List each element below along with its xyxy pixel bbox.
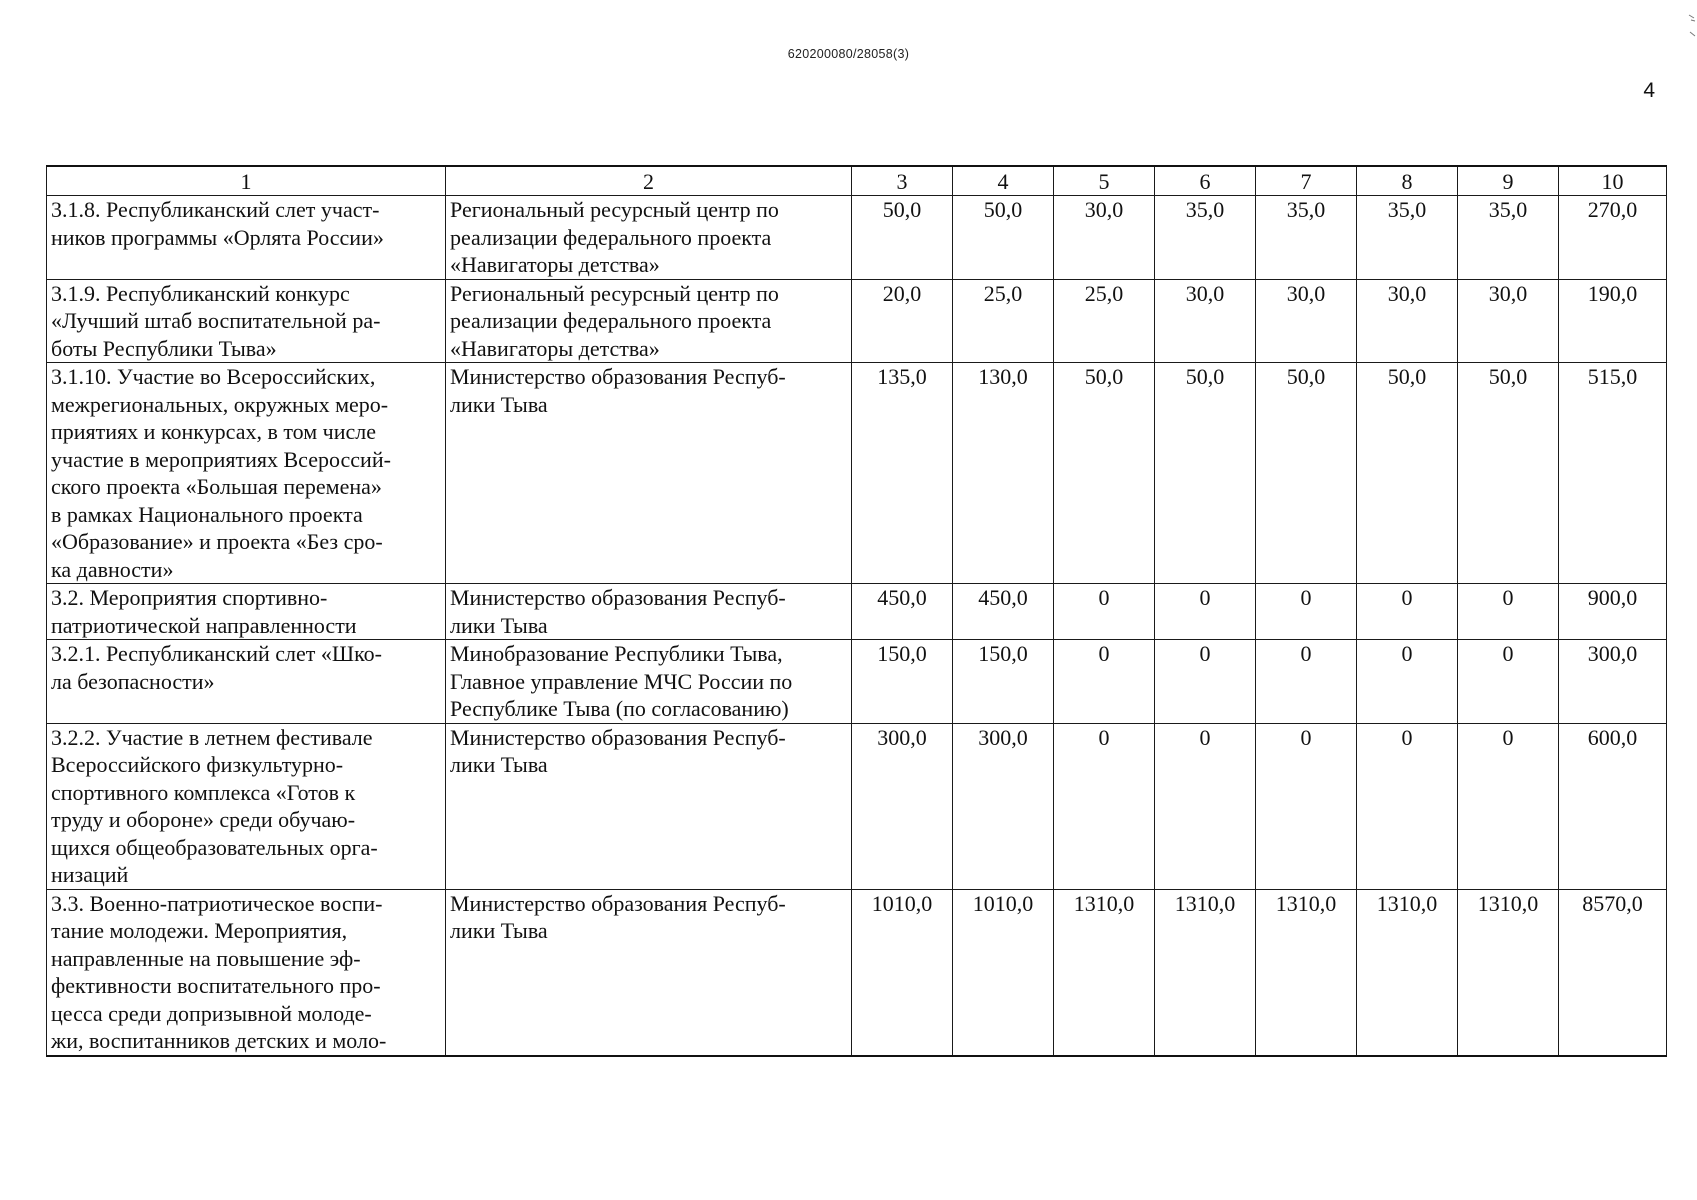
table-body [47,196,1667,1056]
document-id: 620200080/28058(3) [787,47,910,61]
year-value-cell: 35,0 [1357,196,1458,280]
column-number-header: 6 [1155,166,1256,196]
year-value-cell: 25,0 [953,279,1054,363]
year-value-cell: 35,0 [1256,196,1357,280]
year-value-cell: 150,0 [852,640,953,724]
event-name-cell: 3.1.8. Республиканский слет участ- ников программы «Орлята России» [47,196,446,280]
year-value-cell: 300,0 [953,723,1054,889]
year-value-cell: 50,0 [953,196,1054,280]
year-value-cell: 130,0 [953,363,1054,584]
total-value-cell: 900,0 [1559,584,1667,640]
event-name-cell: 3.2. Мероприятия спортивно- патриотической направленности [47,584,446,640]
year-value-cell: 0 [1458,640,1559,724]
executor-cell: Региональный ресурсный центр по реализации федерального проекта «Навигаторы детства» [446,196,852,280]
year-value-cell: 450,0 [852,584,953,640]
total-value-cell: 8570,0 [1559,889,1667,1056]
year-value-cell: 0 [1155,584,1256,640]
year-value-cell: 50,0 [1357,363,1458,584]
table-row [47,640,1667,724]
year-value-cell: 50,0 [1458,363,1559,584]
year-value-cell: 0 [1054,640,1155,724]
year-value-cell: 1310,0 [1256,889,1357,1056]
total-value-cell: 270,0 [1559,196,1667,280]
year-value-cell: 0 [1357,584,1458,640]
executor-cell: Министерство образования Респуб- лики Тыва [446,363,852,584]
year-value-cell: 0 [1458,723,1559,889]
event-name-cell: 3.2.1. Республиканский слет «Шко- ла безопасности» [47,640,446,724]
year-value-cell: 0 [1054,723,1155,889]
year-value-cell: 0 [1054,584,1155,640]
year-value-cell: 35,0 [1458,196,1559,280]
year-value-cell: 0 [1155,640,1256,724]
event-name-cell: 3.1.10. Участие во Всероссийских, межрегиональных, окружных меро- приятиях и конкурсах, в том числе участие в мероприятиях Всероссий- ского проекта «Большая перемена» в рамках Национального проекта «Образование» и проекта «Без сро- ка давности» [47,363,446,584]
year-value-cell: 300,0 [852,723,953,889]
table-row [47,196,1667,280]
event-name-cell: 3.2.2. Участие в летнем фестивале Всероссийского физкультурно- спортивного комплекса «Готов к труду и обороне» среди обучаю- щихся общеобразовательных орга- низаций [47,723,446,889]
year-value-cell: 25,0 [1054,279,1155,363]
executor-cell: Министерство образования Респуб- лики Тыва [446,723,852,889]
column-number-row [47,166,1667,196]
column-number-header: 2 [446,166,852,196]
year-value-cell: 50,0 [1155,363,1256,584]
total-value-cell: 190,0 [1559,279,1667,363]
event-name-cell: 3.3. Военно-патриотическое воспи- тание молодежи. Мероприятия, направленные на повышение эф- фективности воспитательного про- цесса среди допризывной молоде- жи, воспитанников детских и моло- [47,889,446,1056]
year-value-cell: 30,0 [1357,279,1458,363]
year-value-cell: 30,0 [1054,196,1155,280]
year-value-cell: 1010,0 [852,889,953,1056]
total-value-cell: 300,0 [1559,640,1667,724]
executor-cell: Региональный ресурсный центр по реализации федерального проекта «Навигаторы детства» [446,279,852,363]
year-value-cell: 150,0 [953,640,1054,724]
column-number-header: 10 [1559,166,1667,196]
column-number-header: 1 [47,166,446,196]
year-value-cell: 50,0 [852,196,953,280]
executor-cell: Министерство образования Респуб- лики Тыва [446,584,852,640]
table-row [47,889,1667,1056]
year-value-cell: 30,0 [1458,279,1559,363]
column-number-header: 4 [953,166,1054,196]
year-value-cell: 0 [1256,584,1357,640]
year-value-cell: 0 [1256,640,1357,724]
year-value-cell: 50,0 [1054,363,1155,584]
table-row [47,279,1667,363]
year-value-cell: 50,0 [1256,363,1357,584]
column-number-header: 7 [1256,166,1357,196]
column-number-header: 8 [1357,166,1458,196]
page-number: 4 [1643,79,1655,102]
year-value-cell: 30,0 [1155,279,1256,363]
scan-mark-icon [1687,12,1697,40]
column-number-header: 9 [1458,166,1559,196]
column-number-header: 3 [852,166,953,196]
budget-table [46,165,1667,1057]
year-value-cell: 1310,0 [1054,889,1155,1056]
year-value-cell: 1310,0 [1357,889,1458,1056]
column-number-header: 5 [1054,166,1155,196]
executor-cell: Минобразование Республики Тыва, Главное управление МЧС России по Республике Тыва (по согласованию) [446,640,852,724]
total-value-cell: 515,0 [1559,363,1667,584]
year-value-cell: 450,0 [953,584,1054,640]
year-value-cell: 1310,0 [1458,889,1559,1056]
year-value-cell: 0 [1357,723,1458,889]
table-row [47,723,1667,889]
year-value-cell: 0 [1458,584,1559,640]
year-value-cell: 0 [1256,723,1357,889]
table-row [47,363,1667,584]
executor-cell: Министерство образования Респуб- лики Тыва [446,889,852,1056]
event-name-cell: 3.1.9. Республиканский конкурс «Лучший штаб воспитательной ра- боты Республики Тыва» [47,279,446,363]
year-value-cell: 30,0 [1256,279,1357,363]
year-value-cell: 0 [1357,640,1458,724]
year-value-cell: 1310,0 [1155,889,1256,1056]
total-value-cell: 600,0 [1559,723,1667,889]
table-row [47,584,1667,640]
year-value-cell: 1010,0 [953,889,1054,1056]
year-value-cell: 135,0 [852,363,953,584]
year-value-cell: 0 [1155,723,1256,889]
year-value-cell: 20,0 [852,279,953,363]
year-value-cell: 35,0 [1155,196,1256,280]
